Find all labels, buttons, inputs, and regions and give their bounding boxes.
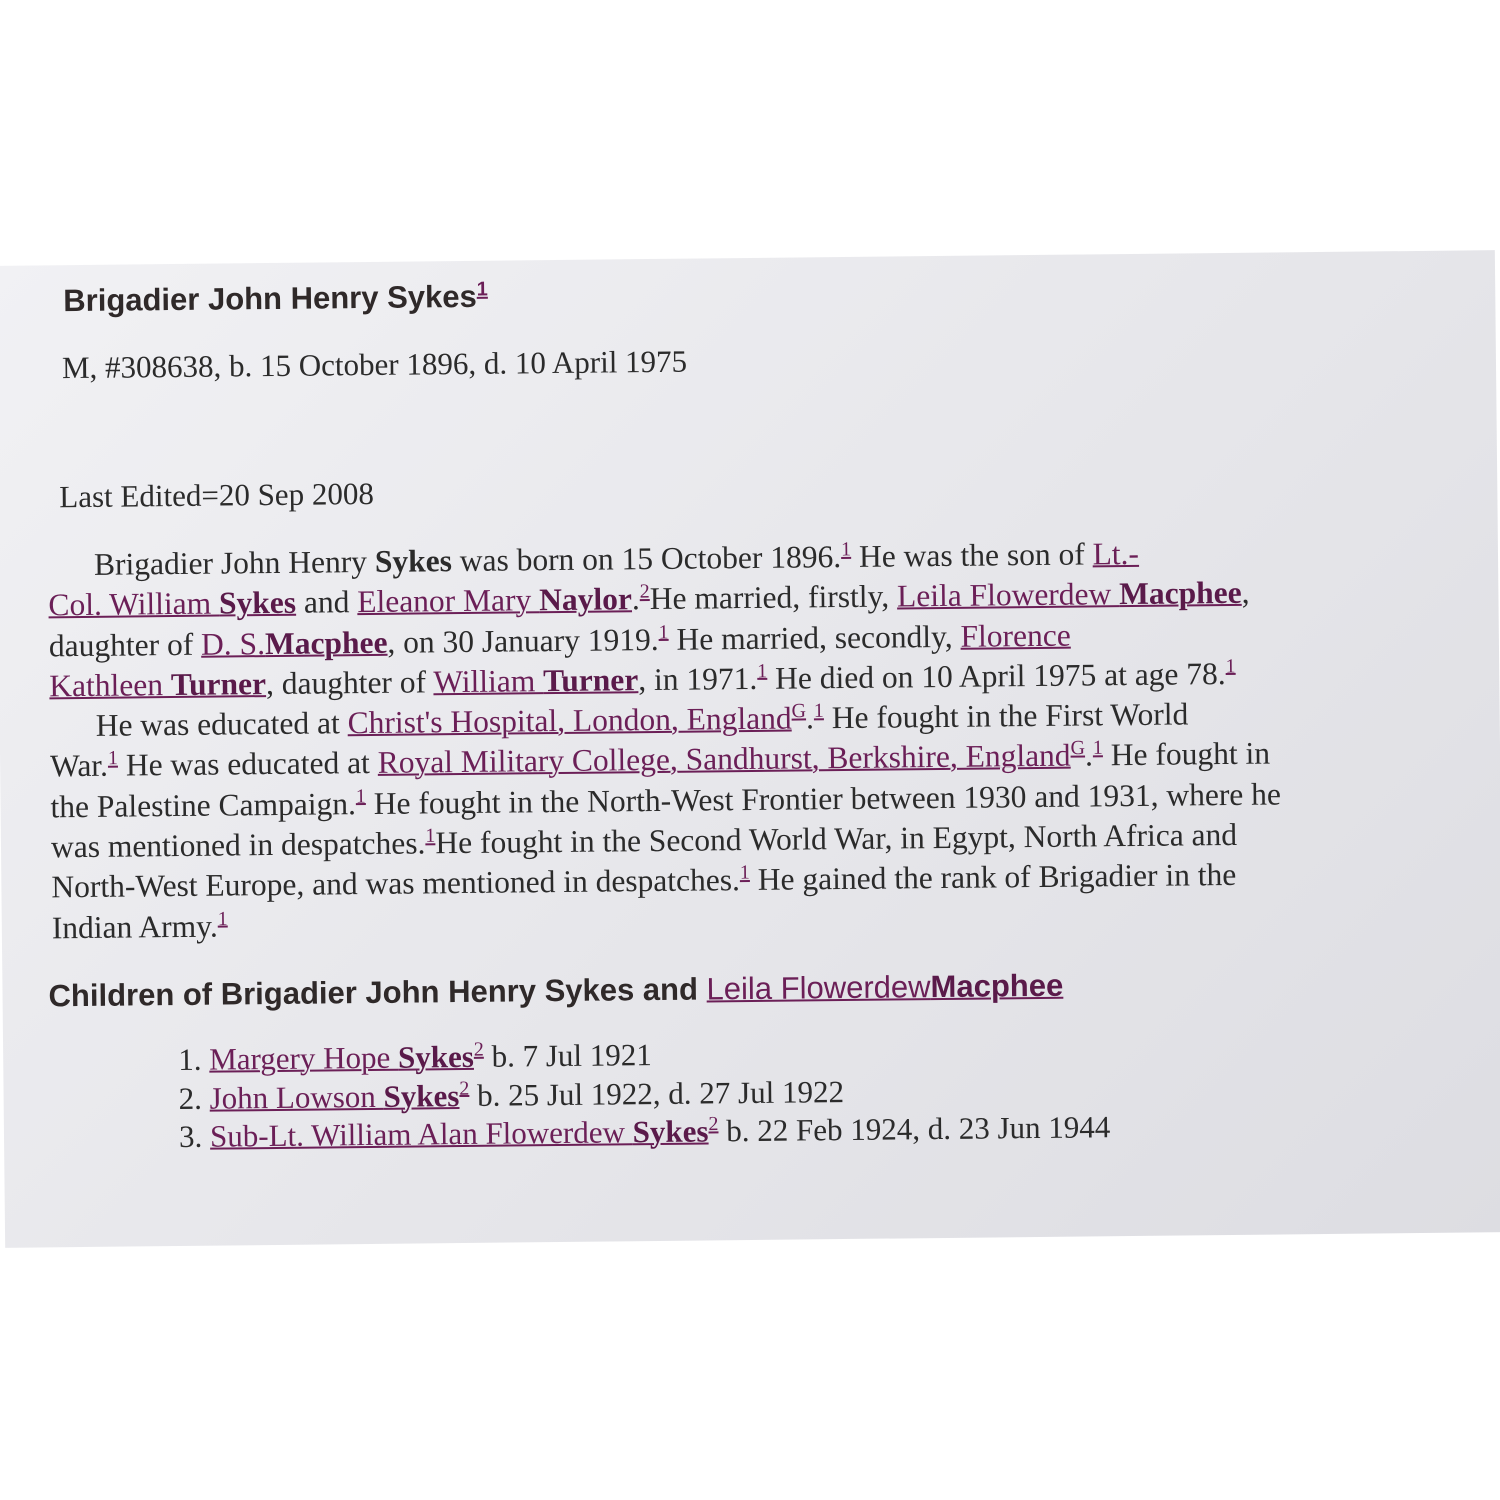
footnote-ref[interactable]: 1 xyxy=(1092,737,1103,760)
text: and xyxy=(295,584,358,621)
bio-paragraph-1 xyxy=(48,530,1480,706)
father-link-cont[interactable]: Col. William Sykes xyxy=(48,585,297,623)
text: He married, secondly, xyxy=(668,618,961,657)
footnote-ref[interactable]: 1 xyxy=(840,538,852,561)
text: Indian Army. xyxy=(51,908,218,945)
children-heading xyxy=(48,968,1063,1015)
item-number: 2. xyxy=(178,1080,210,1116)
text: daughter of xyxy=(48,626,202,663)
text: He died on 10 April 1975 at age 78. xyxy=(767,655,1226,696)
text: He married, firstly, xyxy=(649,578,898,617)
text: was born on 15 October 1896. xyxy=(451,539,842,579)
footnote-ref[interactable]: 1 xyxy=(757,660,768,683)
text: He fought in the First World xyxy=(823,696,1189,736)
college-link[interactable]: Royal Military College, Sandhurst, Berkshire, England xyxy=(377,738,1071,781)
text: He fought in the North-West Frontier between 1930 and 1931, where he xyxy=(365,776,1282,821)
child-link[interactable]: Margery Hope Sykes xyxy=(209,1038,475,1077)
text: He was educated at xyxy=(95,705,348,744)
children-mother-link[interactable]: Leila FlowerdewMacphee xyxy=(706,967,1064,1007)
gazetteer-ref[interactable]: G xyxy=(791,700,807,723)
mother-link[interactable]: Eleanor Mary Naylor xyxy=(357,581,633,620)
text: Brigadier John Henry xyxy=(93,543,376,582)
text: He gained the rank of Brigadier in the xyxy=(749,857,1237,898)
gazetteer-ref[interactable]: G xyxy=(1070,737,1086,760)
text: He fought in xyxy=(1102,736,1271,773)
footnote-ref[interactable]: 1 xyxy=(355,785,366,808)
text: , in 1971. xyxy=(638,660,758,698)
father-link[interactable]: Lt.- xyxy=(1092,535,1140,572)
footnote-ref[interactable]: 2 xyxy=(639,580,650,603)
child-link[interactable]: Sub-Lt. William Alan Flowerdew Sykes xyxy=(209,1113,709,1154)
footnote-ref[interactable]: 1 xyxy=(1225,655,1236,678)
text: . xyxy=(805,700,815,736)
footnote-ref[interactable]: 1 xyxy=(658,620,669,644)
text: , daughter of xyxy=(265,664,434,701)
title-prefix: Brigadier John Henry xyxy=(63,279,388,319)
children-heading-text: Children of Brigadier John Henry Sykes and xyxy=(48,971,707,1014)
item-number: 1. xyxy=(178,1041,210,1078)
footnote-ref[interactable]: 2 xyxy=(708,1113,719,1136)
title-footnote-ref[interactable]: 1 xyxy=(476,278,488,301)
footnote-ref[interactable]: 1 xyxy=(425,824,436,847)
footnote-ref[interactable]: 1 xyxy=(217,907,228,930)
text: the Palestine Campaign. xyxy=(50,785,357,825)
wife1-father-link[interactable]: D. S.Macphee xyxy=(200,624,388,662)
text: , xyxy=(1241,575,1250,611)
school-link[interactable]: Christ's Hospital, London, England xyxy=(347,700,792,741)
text: was mentioned in despatches. xyxy=(50,825,426,865)
wife2-link[interactable]: Florence xyxy=(960,617,1071,654)
person-summary: M, #308638, b. 15 October 1896, d. 10 April 1975 xyxy=(61,343,688,386)
footnote-ref[interactable]: 1 xyxy=(739,861,750,884)
child-dates: b. 22 Feb 1924, d. 23 Jun 1944 xyxy=(718,1109,1111,1149)
text: . xyxy=(1084,737,1094,773)
wife2-father-link[interactable]: William Turner xyxy=(433,662,639,700)
document-page xyxy=(0,250,1500,1248)
children-list xyxy=(178,1031,1110,1156)
text: He was educated at xyxy=(117,745,378,784)
text: . xyxy=(631,581,640,617)
page-title xyxy=(63,279,488,319)
item-number: 3. xyxy=(178,1118,211,1154)
text: War. xyxy=(49,748,109,784)
text: , on 30 January 1919. xyxy=(387,621,659,660)
text: He was the son of xyxy=(850,536,1093,574)
bio-paragraph-2 xyxy=(50,692,1482,949)
text: North-West Europe, and was mentioned in despatches. xyxy=(51,862,741,905)
child-dates: b. 7 Jul 1921 xyxy=(483,1037,652,1074)
footnote-ref[interactable]: 2 xyxy=(459,1077,470,1100)
title-surname: Sykes xyxy=(386,278,477,315)
footnote-ref[interactable]: 1 xyxy=(107,747,119,770)
wife1-link[interactable]: Leila Flowerdew Macphee xyxy=(896,575,1242,614)
child-link[interactable]: John Lowson Sykes xyxy=(209,1077,460,1116)
wife2-link-cont[interactable]: Kathleen Turner xyxy=(49,665,267,704)
footnote-ref[interactable]: 2 xyxy=(473,1038,484,1061)
footnote-ref[interactable]: 1 xyxy=(813,699,824,723)
biography xyxy=(48,530,1482,948)
text: He fought in the Second World War, in Egypt, North Africa and xyxy=(435,816,1238,861)
child-dates: b. 25 Jul 1922, d. 27 Jul 1922 xyxy=(469,1073,845,1113)
last-edited: Last Edited=20 Sep 2008 xyxy=(59,475,375,515)
surname: Sykes xyxy=(374,543,453,579)
